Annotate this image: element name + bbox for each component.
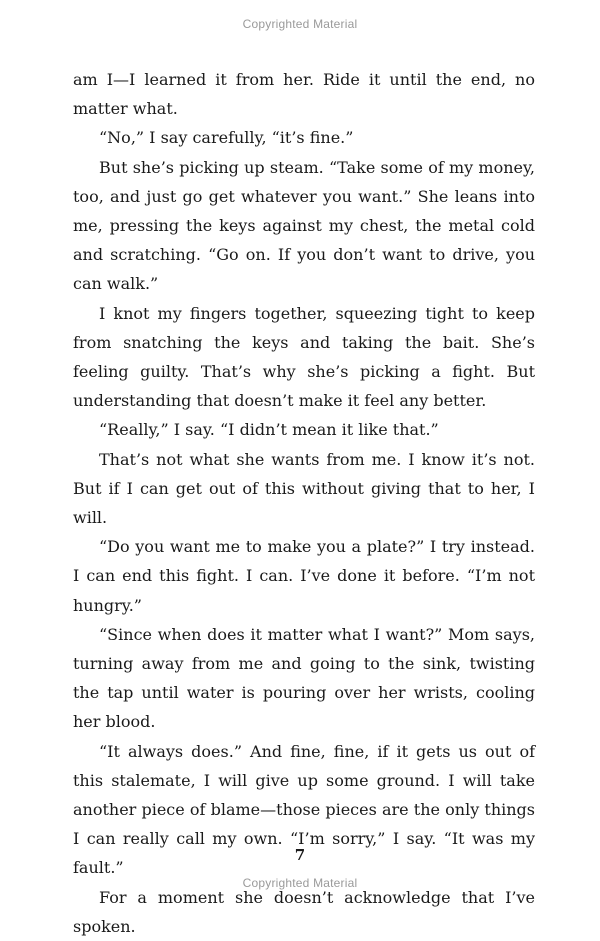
paragraph: “Do you want me to make you a plate?” I try instead. I can end this fight. I can. I’ve done it before. “I’m not hungry.” [73, 537, 535, 615]
paragraph: “No,” I say carefully, “it’s fine.” [99, 128, 354, 148]
paragraph: That’s not what she wants from me. I know it’s not. But if I can get out of this without giving that to her, I will. [73, 449, 535, 528]
paragraph: “Since when does it matter what I want?” Mom says, turning away from me and going to the sink, twisting the tap until water is pouring over her wrists, cooling her blood. [73, 624, 535, 732]
paragraph: am I—I learned it from her. Ride it until the end, no matter what. [73, 70, 535, 119]
paragraph: I knot my fingers together, squeezing tight to keep from snatching the keys and taking the bait. She’s feeling guilty. That’s why she’s picking a fight. But understanding that doesn’t make it feel any better. [73, 303, 535, 411]
paragraph: For a moment she doesn’t acknowledge that I’ve spoken. [73, 887, 535, 936]
page-number: 7 [294, 846, 306, 864]
paragraph: “It always does.” And fine, fine, if it gets us out of this stalemate, I will give up some ground. I will take another piece of blame—those pieces are the only things I can really call my own. “I’m sorry,” I say. “It was my fault.” [73, 741, 535, 878]
page-body-text [73, 65, 535, 941]
paragraph: “Really,” I say. “I didn’t mean it like that.” [99, 420, 439, 440]
copyright-watermark-top: Copyrighted Material [242, 17, 358, 31]
paragraph: But she’s picking up steam. “Take some of my money, too, and just go get whatever you want.” She leans into me, pressing the keys against my chest, the metal cold and scratching. “Go on. If you don’t want to drive, you can walk.” [73, 157, 535, 294]
copyright-watermark-bottom: Copyrighted Material [242, 876, 358, 890]
